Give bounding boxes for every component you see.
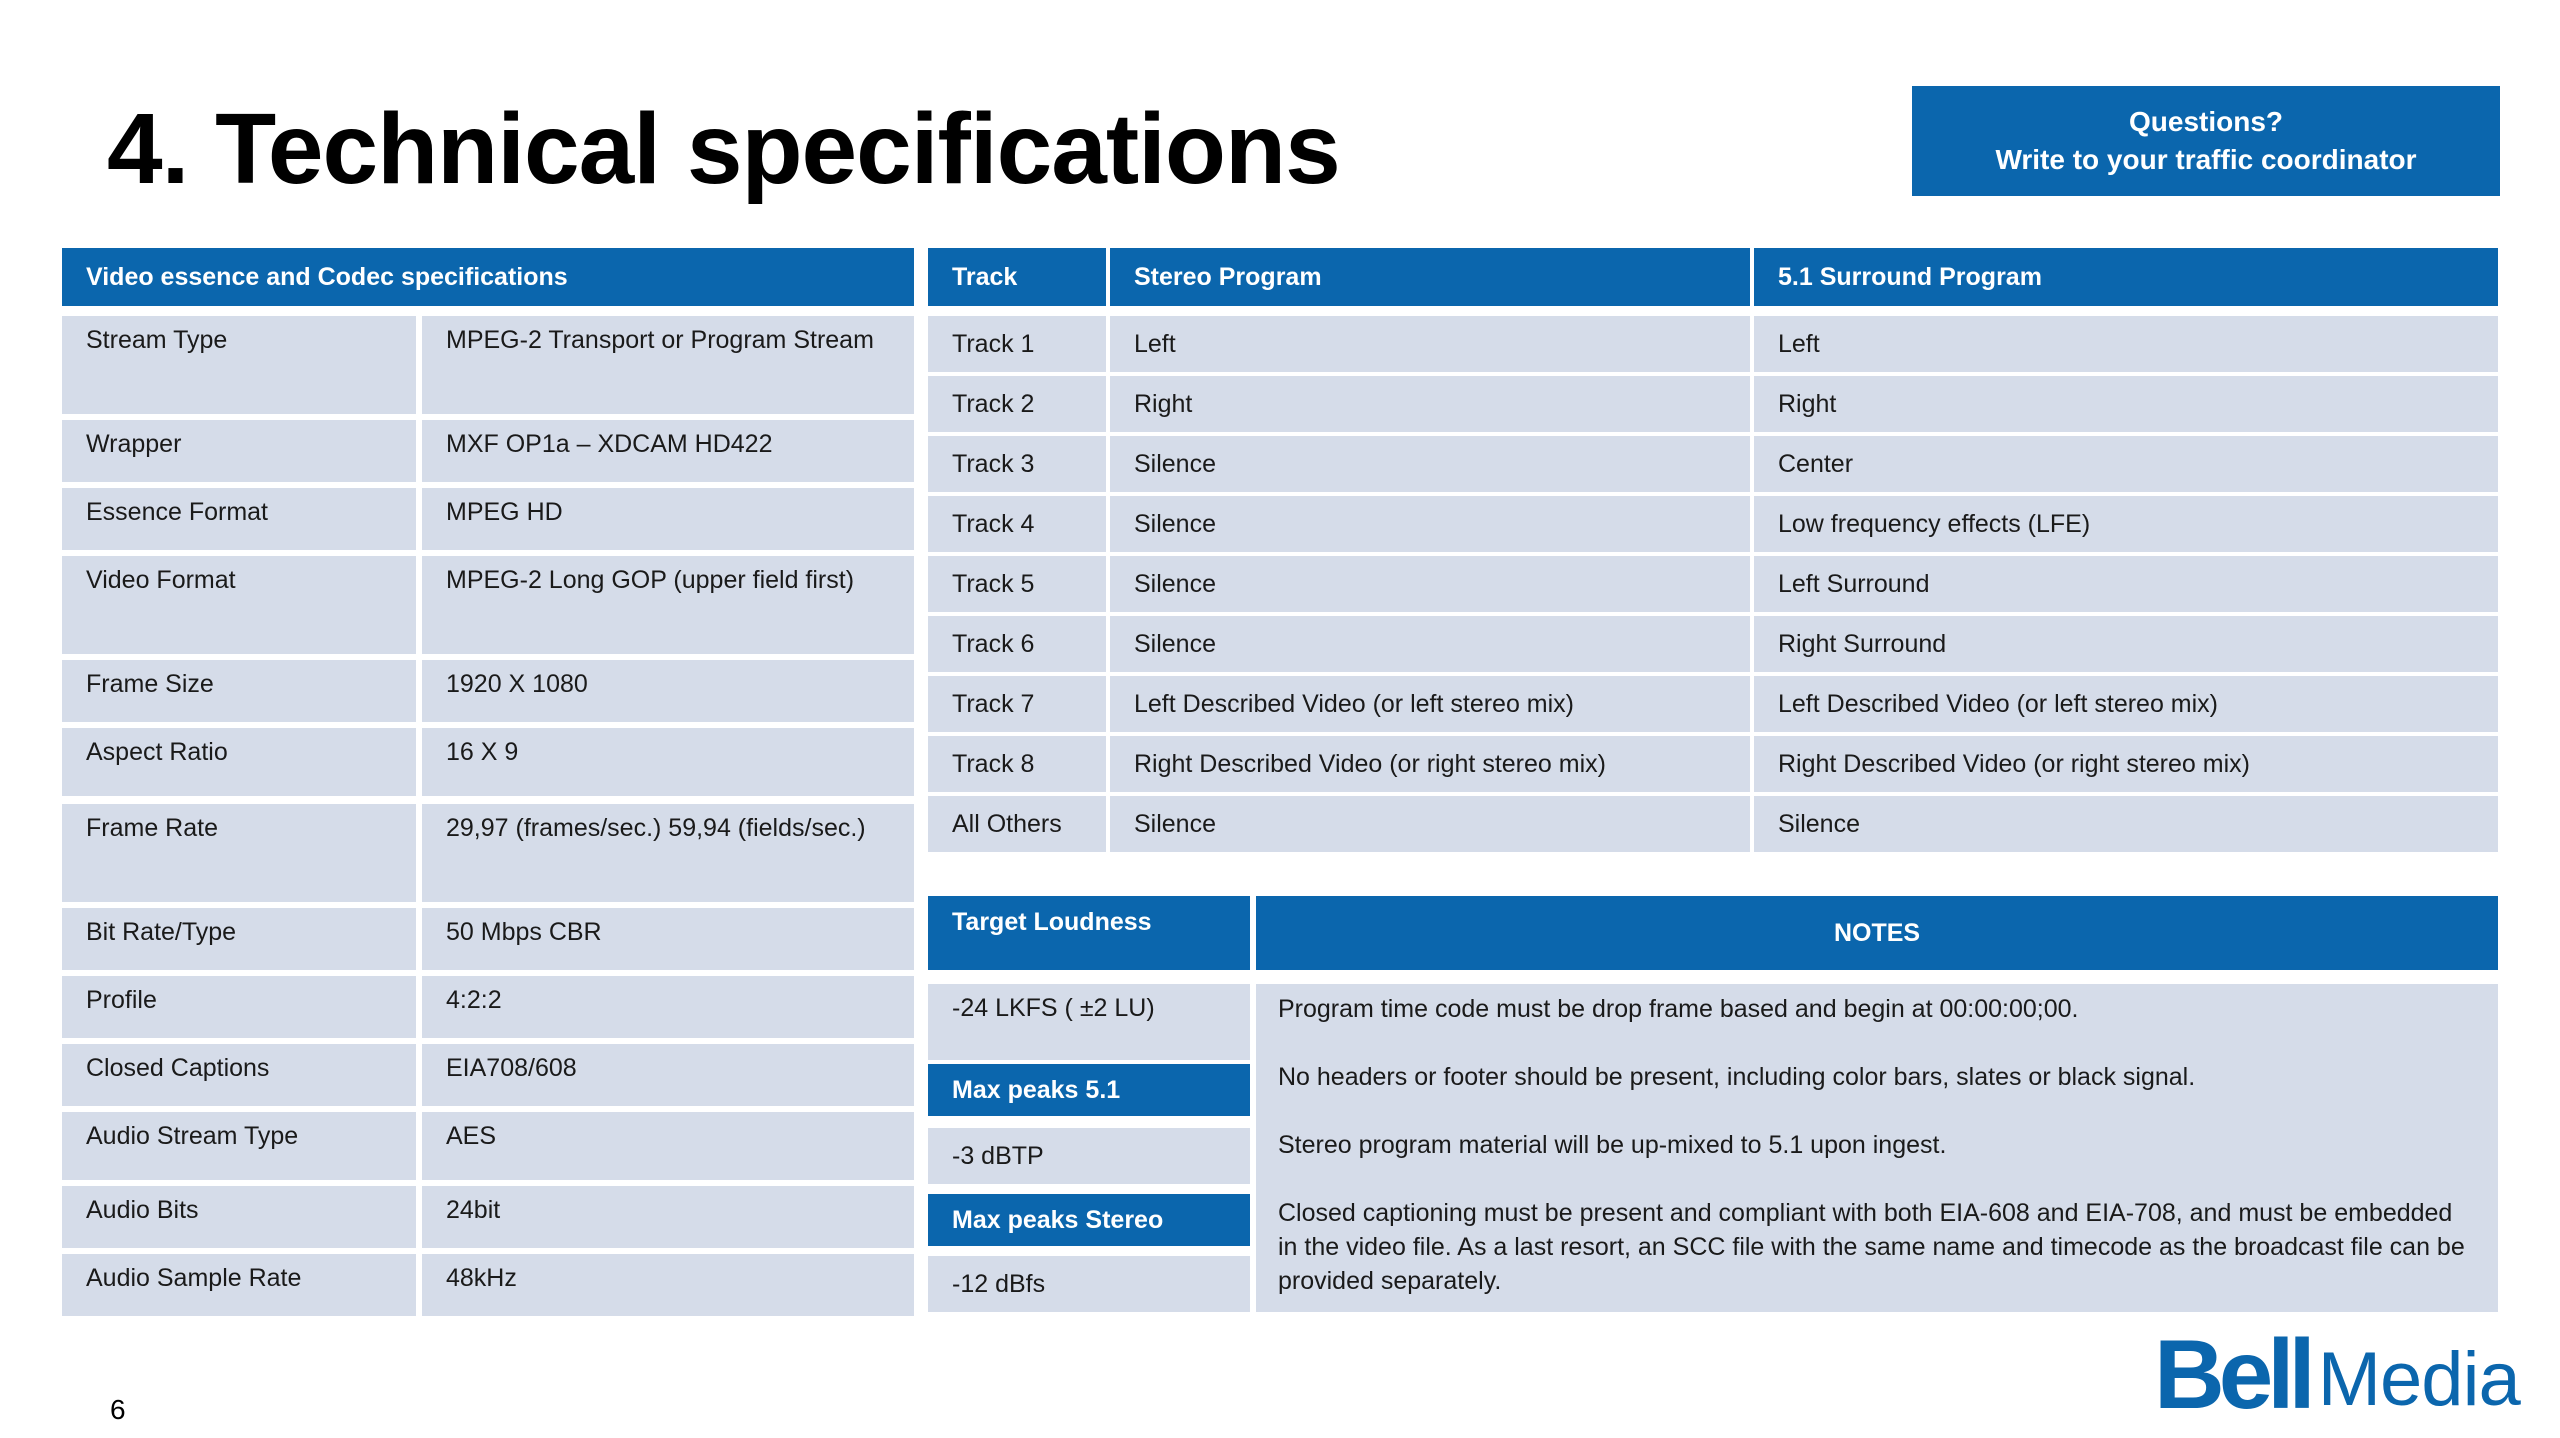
video-label-frame-rate: Frame Rate xyxy=(62,804,416,902)
page-number: 6 xyxy=(110,1394,126,1425)
track-row-9-track: All Others xyxy=(928,796,1106,852)
track-row-6-surround: Right Surround xyxy=(1754,616,2498,672)
video-value-aspect-ratio: 16 X 9 xyxy=(422,728,914,796)
track-row-6-stereo: Silence xyxy=(1110,616,1750,672)
track-row-1-stereo: Left xyxy=(1110,316,1750,372)
track-row-5-surround: Left Surround xyxy=(1754,556,2498,612)
video-value-wrapper: MXF OP1a – XDCAM HD422 xyxy=(422,420,914,482)
track-row-1-track: Track 1 xyxy=(928,316,1106,372)
bell-media-logo xyxy=(2154,1319,2520,1429)
video-value-profile: 4:2:2 xyxy=(422,976,914,1038)
track-row-4-surround: Low frequency effects (LFE) xyxy=(1754,496,2498,552)
max-peaks-stereo-value: -12 dBfs xyxy=(928,1256,1250,1312)
notes-header: NOTES xyxy=(1256,896,2498,970)
video-value-audio-bits: 24bit xyxy=(422,1186,914,1248)
max-peaks-stereo-header: Max peaks Stereo xyxy=(928,1194,1250,1246)
video-value-frame-rate: 29,97 (frames/sec.) 59,94 (fields/sec.) xyxy=(422,804,914,902)
video-label-aspect-ratio: Aspect Ratio xyxy=(62,728,416,796)
page-title: 4. Technical specifications xyxy=(107,93,1340,205)
track-row-7-stereo: Left Described Video (or left stereo mix) xyxy=(1110,676,1750,732)
note-item: Program time code must be drop frame based and begin at 00:00:00;00. xyxy=(1278,995,2079,1023)
track-row-9-stereo: Silence xyxy=(1110,796,1750,852)
track-row-3-stereo: Silence xyxy=(1110,436,1750,492)
track-header-stereo: Stereo Program xyxy=(1110,248,1750,306)
video-value-audio-stream-type: AES xyxy=(422,1112,914,1180)
video-label-audio-stream-type: Audio Stream Type xyxy=(62,1112,416,1180)
track-row-3-surround: Center xyxy=(1754,436,2498,492)
track-row-5-stereo: Silence xyxy=(1110,556,1750,612)
video-label-frame-size: Frame Size xyxy=(62,660,416,722)
track-header-track: Track xyxy=(928,248,1106,306)
video-value-essence-format: MPEG HD xyxy=(422,488,914,550)
logo-media-text: Media xyxy=(2317,1337,2520,1422)
track-row-2-surround: Right xyxy=(1754,376,2498,432)
max-peaks-51-header: Max peaks 5.1 xyxy=(928,1064,1250,1116)
video-table-header: Video essence and Codec specifications xyxy=(62,248,914,306)
max-peaks-51-value: -3 dBTP xyxy=(928,1128,1250,1184)
note-item: No headers or footer should be present, including color bars, slates or black signal. xyxy=(1278,1063,2196,1091)
track-row-6-track: Track 6 xyxy=(928,616,1106,672)
video-label-video-format: Video Format xyxy=(62,556,416,654)
note-item: Closed captioning must be present and compliant with both EIA-608 and EIA-708, and must be embedded in the video file. As a last resort, an SCC file with the same name and timecode as the broadcast file can be provided separately. xyxy=(1278,1199,2465,1295)
video-label-wrapper: Wrapper xyxy=(62,420,416,482)
video-value-closed-captions: EIA708/608 xyxy=(422,1044,914,1106)
note-item: Stereo program material will be up-mixed to 5.1 upon ingest. xyxy=(1278,1131,1947,1159)
questions-line-2: Write to your traffic coordinator xyxy=(1995,144,2417,175)
video-label-bit-rate: Bit Rate/Type xyxy=(62,908,416,970)
video-label-audio-sample-rate: Audio Sample Rate xyxy=(62,1254,416,1316)
video-label-closed-captions: Closed Captions xyxy=(62,1044,416,1106)
video-label-profile: Profile xyxy=(62,976,416,1038)
track-row-7-surround: Left Described Video (or left stereo mix) xyxy=(1754,676,2498,732)
logo-bell-text: Bell xyxy=(2154,1319,2310,1429)
video-value-audio-sample-rate: 48kHz xyxy=(422,1254,914,1316)
track-row-7-track: Track 7 xyxy=(928,676,1106,732)
track-row-8-stereo: Right Described Video (or right stereo mix) xyxy=(1110,736,1750,792)
notes-body xyxy=(1256,984,2498,1312)
video-label-essence-format: Essence Format xyxy=(62,488,416,550)
track-row-8-track: Track 8 xyxy=(928,736,1106,792)
track-row-9-surround: Silence xyxy=(1754,796,2498,852)
video-value-frame-size: 1920 X 1080 xyxy=(422,660,914,722)
track-row-2-track: Track 2 xyxy=(928,376,1106,432)
track-row-1-surround: Left xyxy=(1754,316,2498,372)
track-row-8-surround: Right Described Video (or right stereo mix) xyxy=(1754,736,2498,792)
video-value-bit-rate: 50 Mbps CBR xyxy=(422,908,914,970)
track-row-2-stereo: Right xyxy=(1110,376,1750,432)
target-loudness-value: -24 LKFS ( ±2 LU) xyxy=(928,984,1250,1060)
track-row-4-track: Track 4 xyxy=(928,496,1106,552)
questions-banner xyxy=(1912,86,2500,196)
questions-line-1: Questions? xyxy=(2128,106,2283,137)
track-row-5-track: Track 5 xyxy=(928,556,1106,612)
video-label-stream-type: Stream Type xyxy=(62,316,416,414)
video-value-stream-type: MPEG-2 Transport or Program Stream xyxy=(422,316,914,414)
video-value-video-format: MPEG-2 Long GOP (upper field first) xyxy=(422,556,914,654)
track-header-surround: 5.1 Surround Program xyxy=(1754,248,2498,306)
track-row-4-stereo: Silence xyxy=(1110,496,1750,552)
track-row-3-track: Track 3 xyxy=(928,436,1106,492)
target-loudness-header: Target Loudness xyxy=(928,896,1250,970)
video-label-audio-bits: Audio Bits xyxy=(62,1186,416,1248)
